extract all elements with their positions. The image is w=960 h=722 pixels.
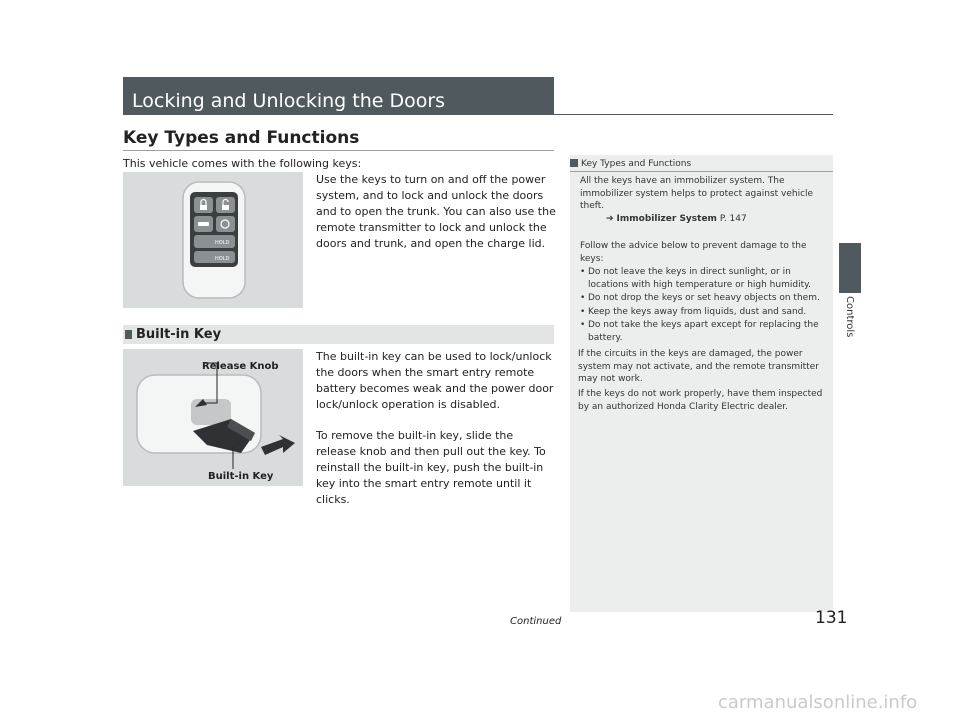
bullet-text: Do not take the keys apart except for replacing the battery. bbox=[588, 320, 819, 343]
bullet-text: Keep the keys away from liquids, dust and sand. bbox=[588, 307, 807, 317]
chapter-title: Locking and Unlocking the Doors bbox=[123, 77, 554, 115]
fob-hold-label-2: HOLD bbox=[215, 256, 230, 262]
banner-rule bbox=[554, 114, 833, 115]
release-knob-callout: Release Knob bbox=[202, 361, 279, 372]
intro-text: This vehicle comes with the following keys: bbox=[123, 157, 362, 170]
bullet-text: Do not leave the keys in direct sunlight, or in locations with high temperature or high humidity. bbox=[588, 267, 812, 290]
subsection-title: Built-in Key bbox=[136, 327, 222, 342]
smart-key-illustration bbox=[123, 172, 303, 308]
page-number: 131 bbox=[815, 608, 848, 628]
sidenote-bullet bbox=[580, 292, 830, 305]
sidenote-xref[interactable] bbox=[606, 213, 826, 226]
smart-key-fob-icon bbox=[123, 172, 303, 308]
xref-title: Immobilizer System bbox=[616, 214, 717, 224]
builtin-description-1: The built-in key can be used to lock/unlock the doors when the smart entry remote battery becomes weak and the power door lock/unlock operation is disabled. bbox=[316, 350, 554, 411]
sidebar-tab bbox=[839, 243, 861, 293]
sidenote-bullet bbox=[580, 319, 830, 344]
sidenote-heading-text: Key Types and Functions bbox=[581, 159, 692, 169]
watermark: carmanualsonline.info bbox=[718, 692, 918, 713]
sidebar-label-controls: Controls bbox=[844, 296, 855, 338]
sidenote-bullet bbox=[580, 266, 830, 291]
sidenote-panel bbox=[570, 155, 833, 612]
section-title: Key Types and Functions bbox=[123, 128, 360, 148]
continued-label: Continued bbox=[510, 616, 562, 627]
sidenote-p1: All the keys have an immobilizer system. The immobilizer system helps to protect against vehicle theft. bbox=[580, 176, 814, 211]
bullet-text: Do not drop the keys or set heavy objects on them. bbox=[588, 293, 820, 303]
xref-page: P. 147 bbox=[719, 214, 747, 224]
sidenote-marker-icon bbox=[570, 159, 578, 167]
sidenote-heading bbox=[570, 158, 691, 171]
bullet-icon: • bbox=[580, 293, 586, 303]
bullet-icon: • bbox=[580, 320, 586, 330]
xref-arrow-icon: ➔ bbox=[606, 214, 614, 224]
sidenote-p2: Follow the advice below to prevent damage to the keys: bbox=[580, 241, 807, 264]
bullet-icon: • bbox=[580, 307, 586, 317]
fob-hold-label-1: HOLD bbox=[215, 240, 230, 246]
sidenote-bullet bbox=[580, 306, 830, 319]
section-rule bbox=[123, 150, 554, 151]
builtin-description-2: To remove the built-in key, slide the release knob and then pull out the key. To reinstall the built-in key, push the built-in key into the smart entry remote until it clicks. bbox=[316, 429, 546, 506]
builtin-key-callout: Built-in Key bbox=[208, 471, 274, 482]
keys-description: Use the keys to turn on and off the power system, and to lock and unlock the doors and to open the trunk. You can also use the remote transmitter to lock and unlock the doors and trunk, and open the charge lid. bbox=[316, 173, 556, 250]
subsection-marker-icon bbox=[125, 330, 132, 339]
sidenote-p4: If the keys do not work properly, have them inspected by an authorized Honda Clarity Electric dealer. bbox=[578, 389, 823, 412]
subsection-builtin-key bbox=[123, 325, 554, 344]
sidenote-p3: If the circuits in the keys are damaged, the power system may not activate, and the remote transmitter may not work. bbox=[578, 349, 819, 384]
bullet-icon: • bbox=[580, 267, 586, 277]
sidenote-rule bbox=[570, 171, 833, 172]
